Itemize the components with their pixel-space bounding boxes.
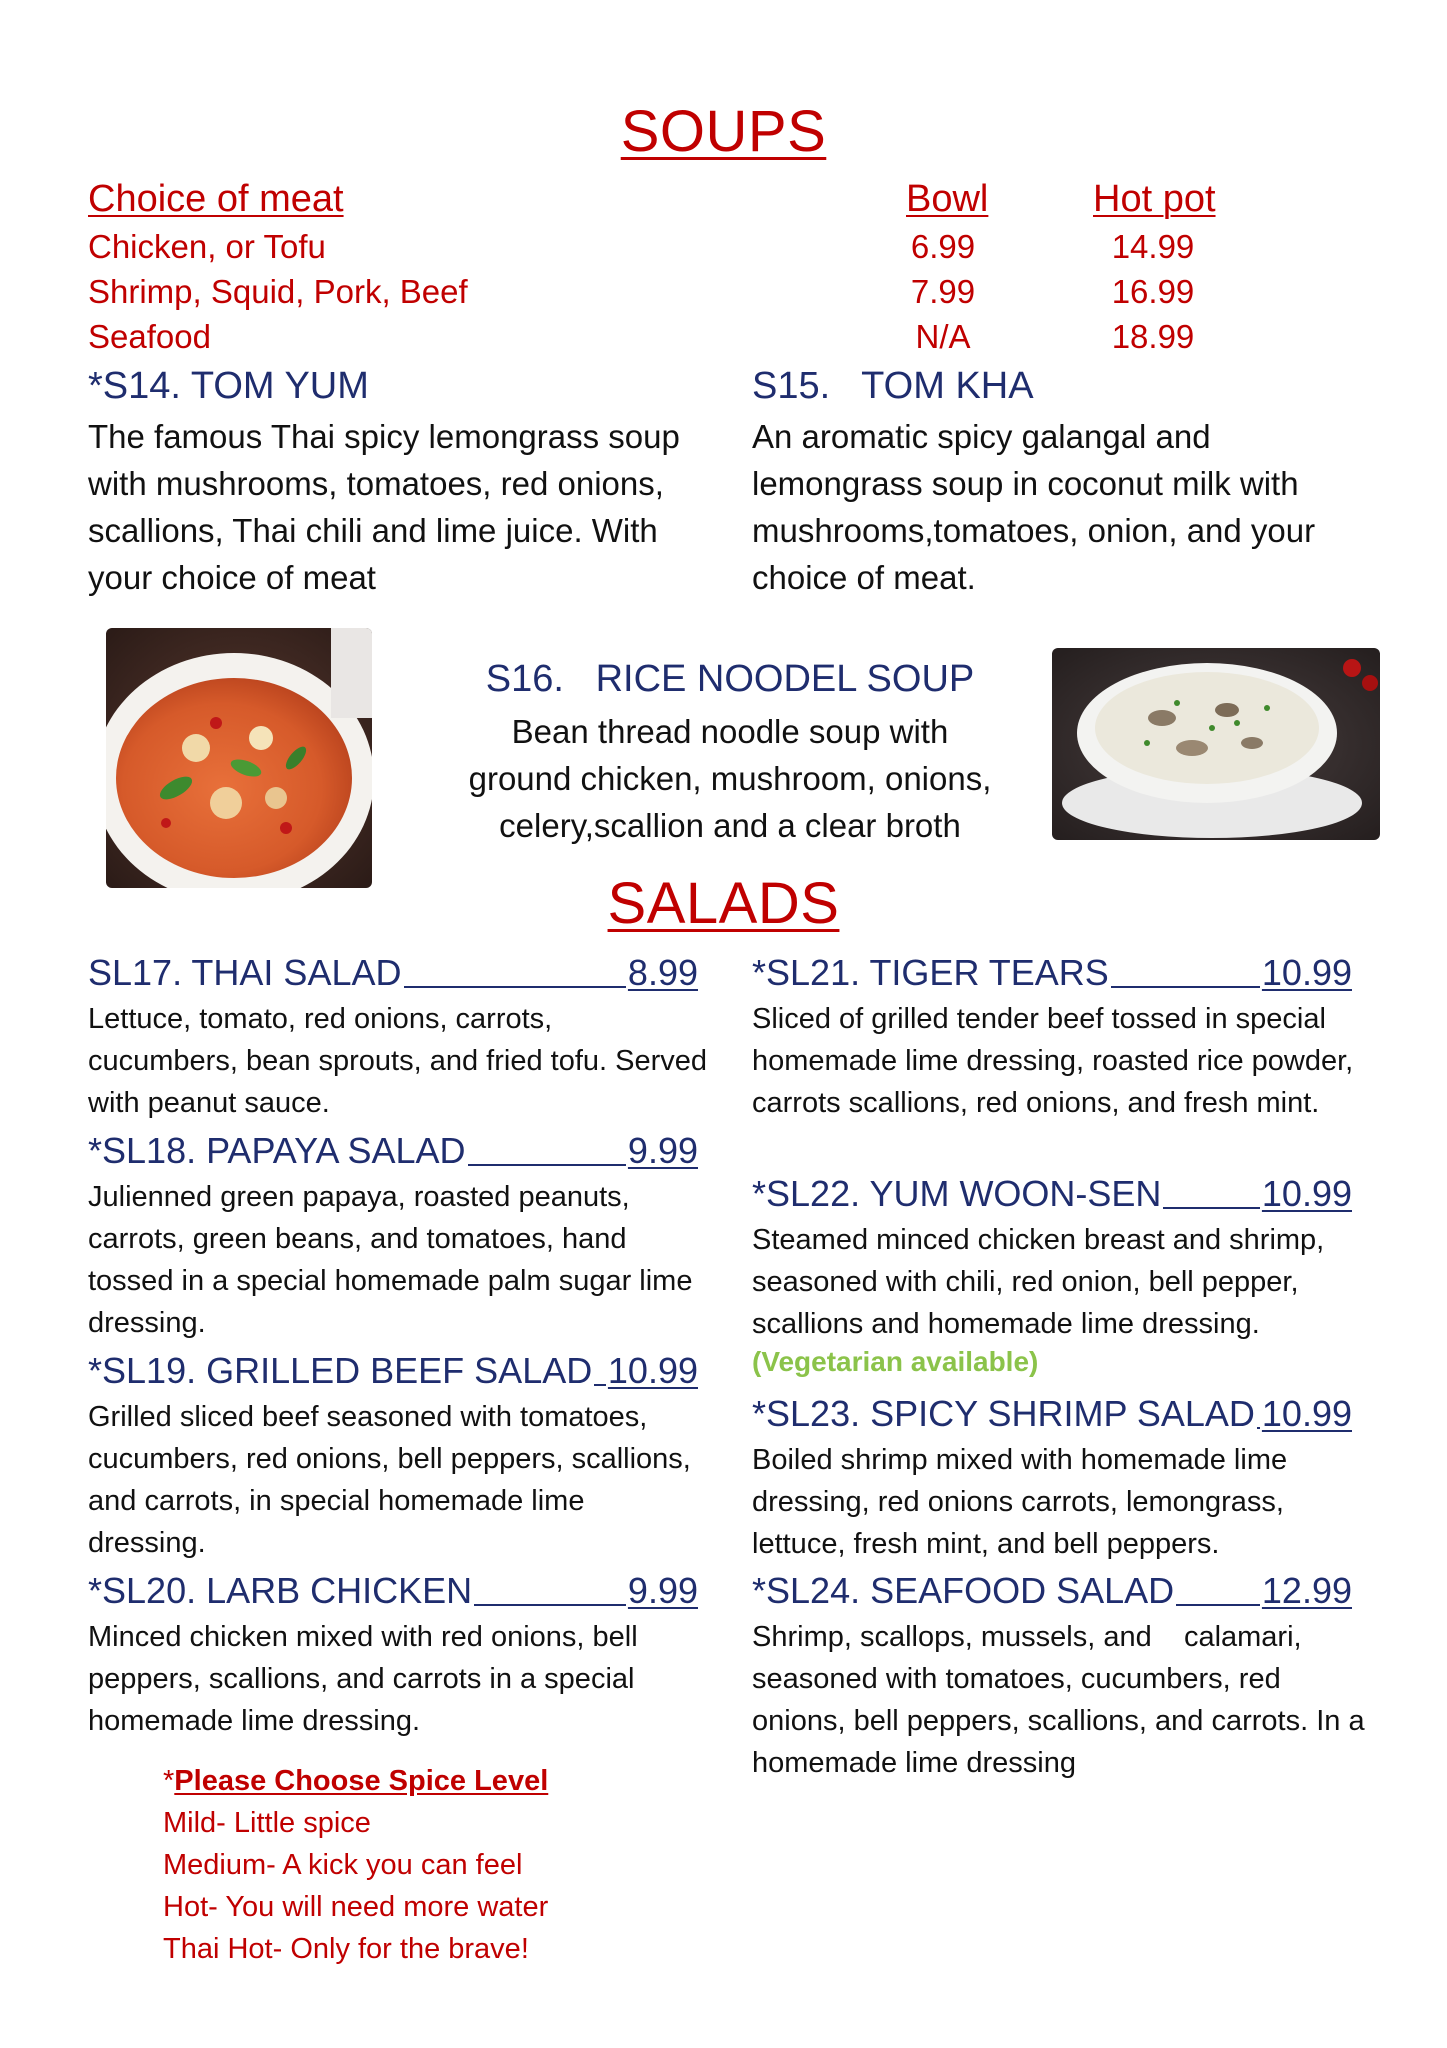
salad-name: *SL18. PAPAYA SALAD bbox=[88, 1130, 466, 1171]
salad-heading bbox=[88, 1350, 698, 1392]
salad-description: Lettuce, tomato, red onions, carrots, cucumbers, bean sprouts, and fried tofu. Served with peanut sauce. bbox=[88, 1003, 708, 1119]
s16-description-line: Bean thread noodle soup with bbox=[511, 713, 949, 750]
leader-line bbox=[1111, 986, 1260, 988]
bowl-header: Bowl bbox=[906, 178, 989, 220]
leader-line bbox=[1257, 1427, 1260, 1429]
salad-price: 9.99 bbox=[627, 1570, 698, 1611]
bowl-price: 6.99 bbox=[910, 228, 976, 265]
s15-title: S15. TOM KHA bbox=[752, 365, 1034, 407]
salad-price: 9.99 bbox=[627, 1130, 698, 1171]
meat-row bbox=[88, 273, 1288, 318]
vegetarian-note: (Vegetarian available) bbox=[752, 1346, 1039, 1377]
tom-kha-photo bbox=[1052, 648, 1380, 840]
tom-yum-photo bbox=[106, 628, 372, 888]
salad-price: 10.99 bbox=[1261, 1393, 1352, 1434]
s16-description-line: ground chicken, mushroom, onions, bbox=[468, 760, 992, 797]
leader-line bbox=[1163, 1207, 1259, 1209]
soups-title: SOUPS bbox=[620, 99, 827, 164]
meat-row bbox=[88, 228, 1288, 273]
salad-price: 10.99 bbox=[1261, 1173, 1352, 1214]
leader-line bbox=[474, 1604, 626, 1606]
meat-row bbox=[88, 318, 1288, 363]
salad-description: Grilled sliced beef seasoned with tomatoes, cucumbers, red onions, bell peppers, scallions, and carrots, in special homemade lime dressing. bbox=[88, 1401, 691, 1559]
s16-description-line: celery,scallion and a clear broth bbox=[499, 807, 961, 844]
spice-heading-text: Please Choose Spice Level bbox=[174, 1765, 549, 1797]
salad-name: *SL21. TIGER TEARS bbox=[752, 952, 1109, 993]
s16-title: S16. RICE NOODEL SOUP bbox=[485, 658, 975, 700]
salad-heading bbox=[752, 1393, 1352, 1435]
salads-title: SALADS bbox=[607, 871, 840, 936]
salad-name: *SL20. LARB CHICKEN bbox=[88, 1570, 473, 1611]
salad-description: Julienned green papaya, roasted peanuts, carrots, green beans, and tomatoes, hand tossed in a special homemade palm sugar lime dressing. bbox=[88, 1181, 693, 1339]
s14-title: *S14. TOM YUM bbox=[88, 365, 369, 407]
spice-level-item: Hot- You will need more water bbox=[163, 1891, 549, 1923]
bowl-price: 7.99 bbox=[910, 273, 976, 310]
leader-line bbox=[1176, 1604, 1260, 1606]
salad-price: 8.99 bbox=[627, 952, 698, 993]
salad-heading bbox=[752, 952, 1352, 994]
salad-description: Steamed minced chicken breast and shrimp, seasoned with chili, red onion, bell pepper, scallions and homemade lime dressing. bbox=[752, 1224, 1325, 1340]
salad-price: 10.99 bbox=[607, 1350, 698, 1391]
spice-star: * bbox=[163, 1765, 175, 1797]
salad-heading bbox=[752, 1570, 1352, 1612]
hotpot-price: 18.99 bbox=[1111, 318, 1195, 355]
choice-of-meat-header: Choice of meat bbox=[88, 178, 344, 220]
salad-price: 10.99 bbox=[1261, 952, 1352, 993]
spice-level-box bbox=[163, 1760, 723, 1970]
meat-name: Chicken, or Tofu bbox=[88, 228, 326, 265]
spice-level-item: Mild- Little spice bbox=[163, 1807, 371, 1839]
leader-line bbox=[404, 986, 626, 988]
salad-name: *SL24. SEAFOOD SALAD bbox=[752, 1570, 1175, 1611]
salad-heading bbox=[752, 1173, 1352, 1215]
salad-heading bbox=[88, 952, 698, 994]
meat-name: Seafood bbox=[88, 318, 211, 355]
salad-name: *SL22. YUM WOON-SEN bbox=[752, 1173, 1162, 1214]
meat-name: Shrimp, Squid, Pork, Beef bbox=[88, 273, 468, 310]
leader-line bbox=[468, 1164, 626, 1166]
salad-description: Minced chicken mixed with red onions, bell peppers, scallions, and carrots in a special homemade lime dressing. bbox=[88, 1621, 638, 1737]
salad-name: *SL19. GRILLED BEEF SALAD bbox=[88, 1350, 593, 1391]
salad-name: *SL23. SPICY SHRIMP SALAD bbox=[752, 1393, 1255, 1434]
salad-description: Shrimp, scallops, mussels, and calamari, seasoned with tomatoes, cucumbers, red onions, bell peppers, scallions, and carrots. In a homemade lime dressing bbox=[752, 1621, 1373, 1779]
s14-description: The famous Thai spicy lemongrass soup with mushrooms, tomatoes, red onions, scallions, Thai chili and lime juice. With your choice of meat bbox=[88, 418, 680, 596]
spice-level-item: Thai Hot- Only for the brave! bbox=[163, 1933, 529, 1965]
hotpot-price: 14.99 bbox=[1111, 228, 1195, 265]
salad-description: Boiled shrimp mixed with homemade lime dressing, red onions carrots, lemongrass, lettuce, fresh mint, and bell peppers. bbox=[752, 1444, 1288, 1560]
spice-level-item: Medium- A kick you can feel bbox=[163, 1849, 523, 1881]
bowl-price: N/A bbox=[915, 318, 971, 355]
hotpot-header: Hot pot bbox=[1093, 178, 1216, 220]
salad-heading bbox=[88, 1130, 698, 1172]
salad-description: Sliced of grilled tender beef tossed in special homemade lime dressing, roasted rice powder, carrots scallions, red onions, and fresh mint. bbox=[752, 1003, 1354, 1119]
salad-price: 12.99 bbox=[1261, 1570, 1352, 1611]
s15-description: An aromatic spicy galangal and lemongrass soup in coconut milk with mushrooms,tomatoes, onion, and your choice of meat. bbox=[752, 418, 1316, 596]
leader-line bbox=[594, 1384, 606, 1386]
spice-heading bbox=[163, 1760, 723, 1802]
hotpot-price: 16.99 bbox=[1111, 273, 1195, 310]
salad-name: SL17. THAI SALAD bbox=[88, 952, 402, 993]
salad-heading bbox=[88, 1570, 698, 1612]
